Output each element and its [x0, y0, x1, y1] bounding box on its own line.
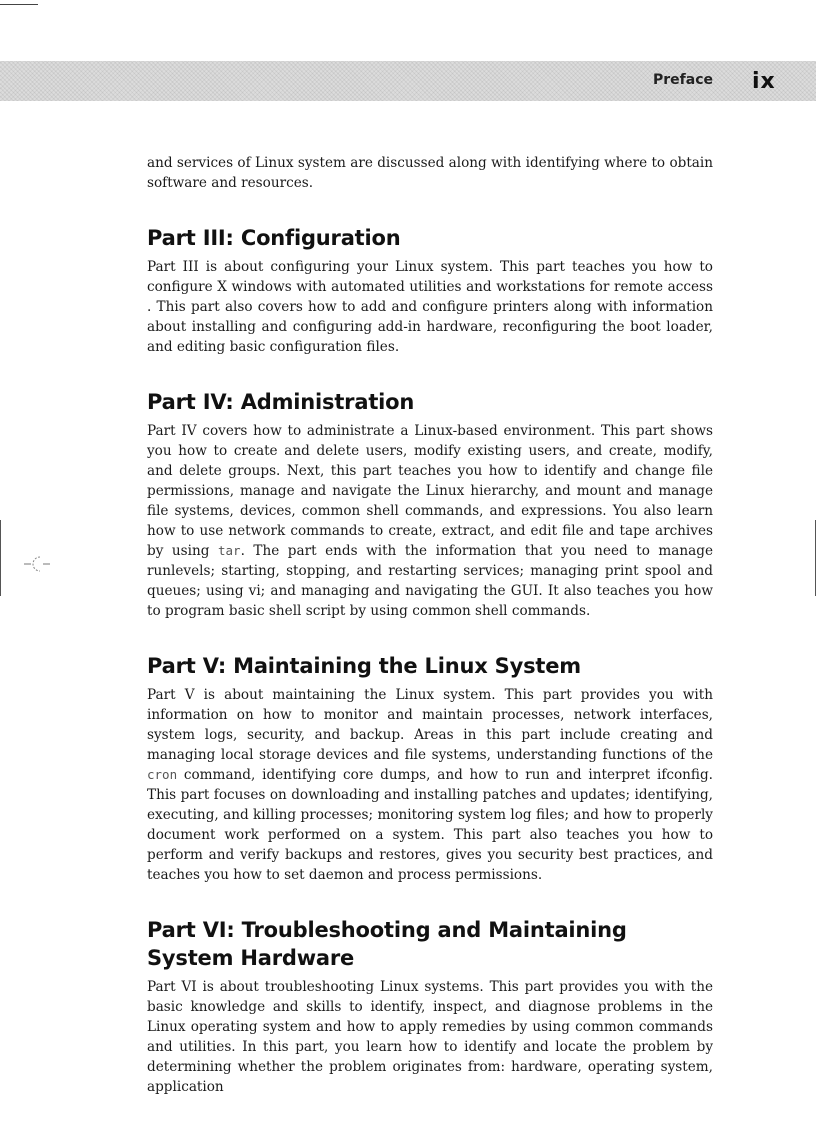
- body-text-segment: Part IV covers how to administrate a Linux-based environment. This part shows you how to create and delete users, modify existing users, and create, modify, and delete groups. Next, this part teaches you how to identify and change file permissions, manage and navigate the Linux hierarchy, and mount and manage file systems, devices, common shell commands, and expressions. You also learn how to use network commands to create, extract, and edit file and tape archives by using: [147, 423, 713, 559]
- section-body-part-v: [147, 685, 713, 885]
- body-text-segment: . The part ends with the information that you need to manage runlevels; starting, stopping, and restarting services; managing print spool and queues; using vi; and managing and navigating the GUI. It also teaches you how to program basic shell script by using common shell commands.: [147, 543, 714, 619]
- registration-mark-icon: [22, 551, 52, 577]
- section-heading-part-vi: Part VI: Troubleshooting and Maintaining System Hardware: [147, 918, 627, 970]
- page-number: ix: [752, 69, 776, 94]
- code-tar: tar: [217, 543, 241, 558]
- section-body-part-vi: Part VI is about troubleshooting Linux systems. This part provides you with the basic knowledge and skills to identify, inspect, and diagnose problems in the Linux operating system and how to apply remedies by using common commands and utilities. In this part, you learn how to identify and locate the problem by determining whether the problem originates from: hardware, operating system, application: [147, 979, 713, 1095]
- left-margin-rule: [0, 520, 1, 596]
- intro-paragraph: and services of Linux system are discussed along with identifying where to obtain software and resources.: [147, 155, 713, 191]
- section-body-part-iii: Part III is about configuring your Linux system. This part teaches you how to configure X windows with automated utilities and workstations for remote access . This part also covers how to add and configure printers along with information about installing and configuring add-in hardware, reconfiguring the boot loader, and editing basic configuration files.: [147, 259, 713, 355]
- corner-trim-mark: [0, 4, 38, 5]
- section-heading-part-v: Part V: Maintaining the Linux System: [147, 654, 581, 678]
- code-cron: cron: [147, 767, 178, 782]
- body-text-segment: Part V is about maintaining the Linux system. This part provides you with information on how to monitor and maintain processes, network interfaces, system logs, security, and backup. Areas in this part include creating and managing local storage devices and file systems, understanding functions of the: [147, 687, 713, 763]
- running-head: Preface: [653, 72, 713, 88]
- section-heading-part-iii: Part III: Configuration: [147, 226, 401, 250]
- section-body-part-iv: [147, 421, 713, 621]
- section-heading-part-iv: Part IV: Administration: [147, 390, 415, 414]
- page-content: [147, 153, 713, 1097]
- body-text-segment: command, identifying core dumps, and how to run and interpret ifconfig. This part focuses on downloading and installing patches and updates; identifying, executing, and killing processes; monitoring system log files; and how to properly document work performed on a system. This part also teaches you how to perform and verify backups and restores, gives you security best practices, and teaches you how to set daemon and process permissions.: [147, 767, 713, 883]
